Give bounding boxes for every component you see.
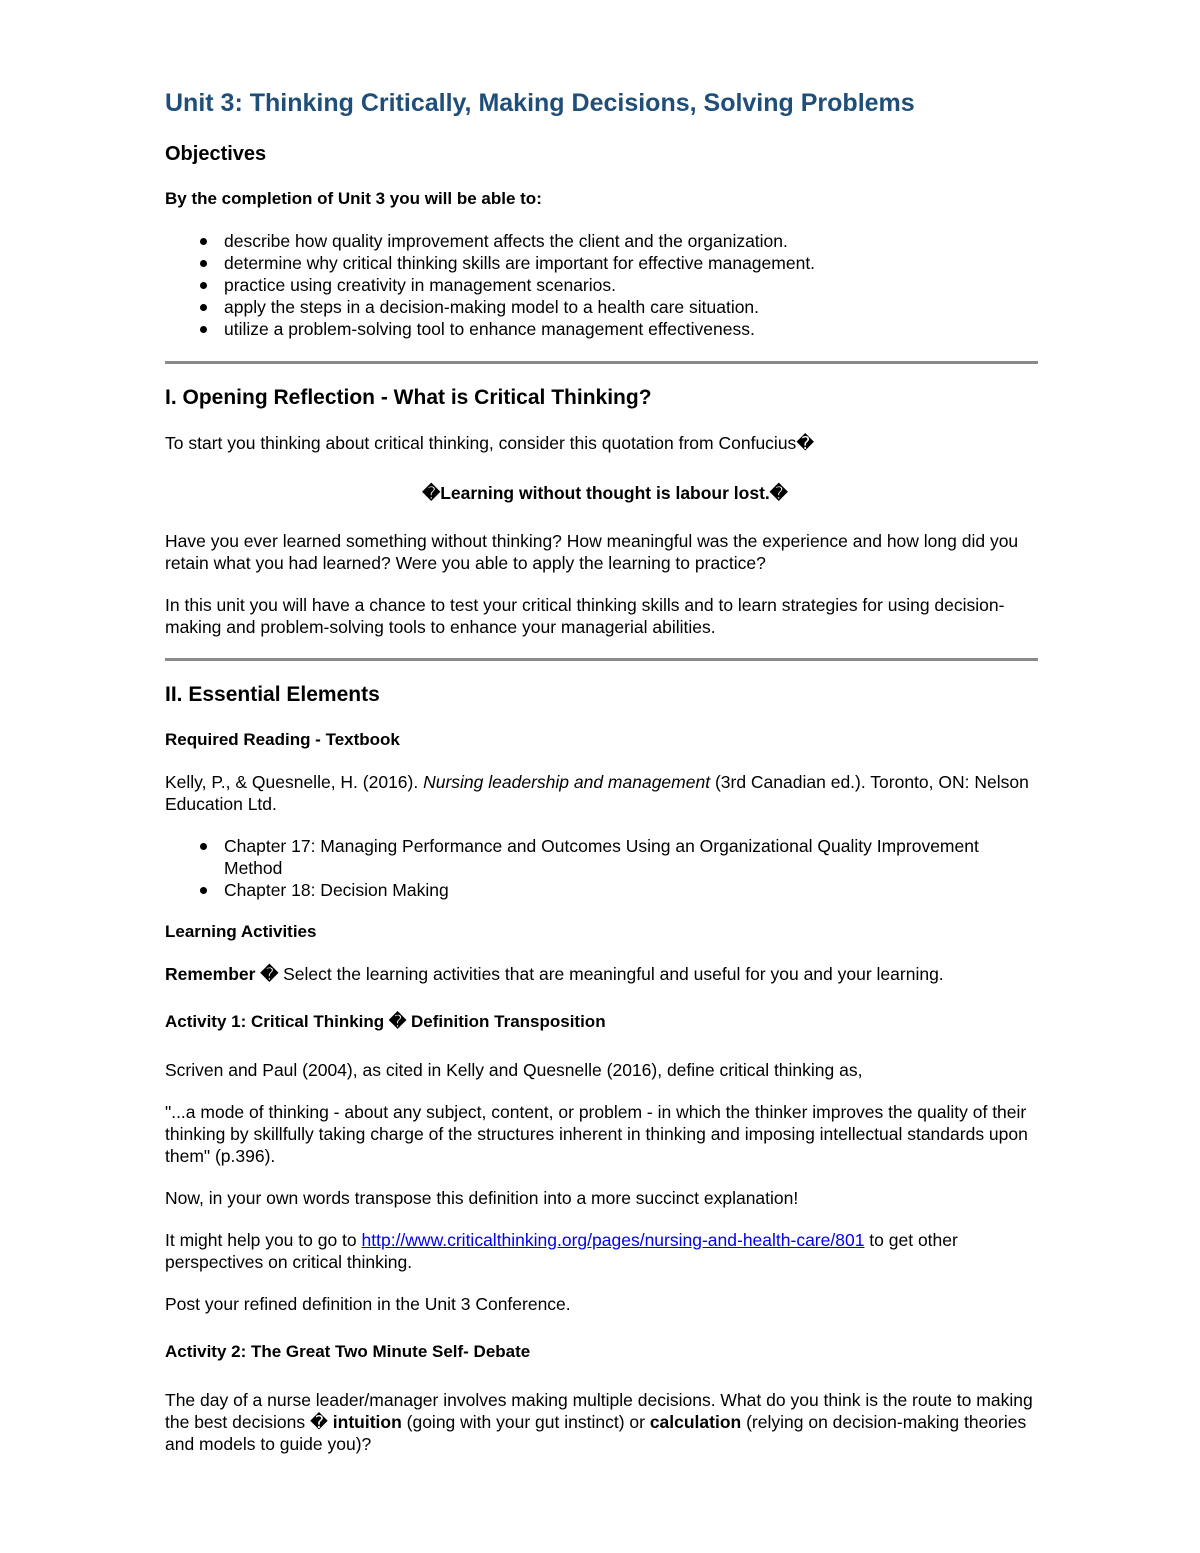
confucius-quote: �Learning without thought is labour lost.� (422, 483, 788, 503)
document-page (165, 86, 1045, 1455)
activity-1-paragraph: Now, in your own words transpose this definition into a more succinct explanation! (165, 1188, 799, 1208)
citation-publisher: (3rd Canadian ed.). Toronto, ON: Nelson Education Ltd. (165, 772, 1029, 814)
list-item: Chapter 17: Managing Performance and Outcomes Using an Organizational Quality Improvement Method (224, 835, 1004, 879)
activity-2-paragraph (165, 1389, 1045, 1455)
remember-text: Select the learning activities that are meaningful and useful for you and your learning. (278, 964, 944, 984)
objectives-heading: Objectives (165, 143, 267, 165)
section-heading-essential-elements: II. Essential Elements (165, 683, 380, 706)
reflection-intro: To start you thinking about critical thinking, consider this quotation from Confucius� (165, 433, 815, 453)
activity-1-paragraph: Post your refined definition in the Unit 3 Conference. (165, 1294, 571, 1314)
link-prefix: It might help you to go to (165, 1230, 362, 1250)
activity-2-text: (going with your gut instinct) or (401, 1412, 650, 1432)
critical-thinking-definition: "...a mode of thinking - about any subject, content, or problem - in which the thinker improves the quality of their thinking by skillfully taking charge of the structures inherent in thinking and imposing intellectual standards upon them" (p.396). (165, 1102, 1028, 1166)
learning-activities-heading: Learning Activities (165, 922, 317, 941)
objectives-list (165, 230, 1045, 340)
textbook-citation (165, 771, 1045, 815)
chapter-list (165, 835, 1045, 901)
list-item: practice using creativity in management scenarios. (224, 274, 1045, 296)
term-calculation: calculation (649, 1412, 742, 1432)
objectives-intro: By the completion of Unit 3 you will be able to: (165, 189, 542, 208)
link-suffix: to get other perspectives on critical thinking. (165, 1230, 958, 1272)
reflection-paragraph: In this unit you will have a chance to test your critical thinking skills and to learn strategies for using decision-making and problem-solving tools to enhance your managerial abilities. (165, 595, 1005, 637)
list-item: determine why critical thinking skills are important for effective management. (224, 252, 1045, 274)
term-intuition: intuition (332, 1412, 402, 1432)
list-item: apply the steps in a decision-making model to a health care situation. (224, 296, 1045, 318)
activity-2-text: The day of a nurse leader/manager involves making multiple decisions. What do you think is the route to making the best decisions � (165, 1390, 1033, 1432)
remember-note (165, 963, 985, 985)
activity-2-heading: Activity 2: The Great Two Minute Self- Debate (165, 1342, 531, 1361)
remember-label: Remember � (165, 964, 279, 984)
section-divider (165, 361, 1038, 364)
critical-thinking-link[interactable]: http://www.criticalthinking.org/pages/nursing-and-health-care/801 (361, 1230, 865, 1250)
citation-title: Nursing leadership and management (423, 772, 711, 792)
activity-1-heading: Activity 1: Critical Thinking � Definition Transposition (165, 1012, 606, 1031)
section-divider (165, 658, 1038, 661)
citation-authors: Kelly, P., & Quesnelle, H. (2016). (165, 772, 424, 792)
list-item: utilize a problem-solving tool to enhance management effectiveness. (224, 318, 1045, 340)
list-item: describe how quality improvement affects the client and the organization. (224, 230, 1045, 252)
page-title: Unit 3: Thinking Critically, Making Decisions, Solving Problems (165, 89, 915, 117)
activity-1-link-paragraph (165, 1229, 1045, 1273)
section-heading-opening-reflection: I. Opening Reflection - What is Critical Thinking? (165, 386, 652, 409)
reflection-paragraph: Have you ever learned something without thinking? How meaningful was the experience and how long did you retain what you had learned? Were you able to apply the learning to practice? (165, 531, 1019, 573)
required-reading-heading: Required Reading - Textbook (165, 730, 400, 749)
activity-1-paragraph: Scriven and Paul (2004), as cited in Kelly and Quesnelle (2016), define critical thinking as, (165, 1060, 863, 1080)
list-item: Chapter 18: Decision Making (224, 879, 1045, 901)
activity-2-text: (relying on decision-making theories and models to guide you)? (165, 1412, 1027, 1454)
